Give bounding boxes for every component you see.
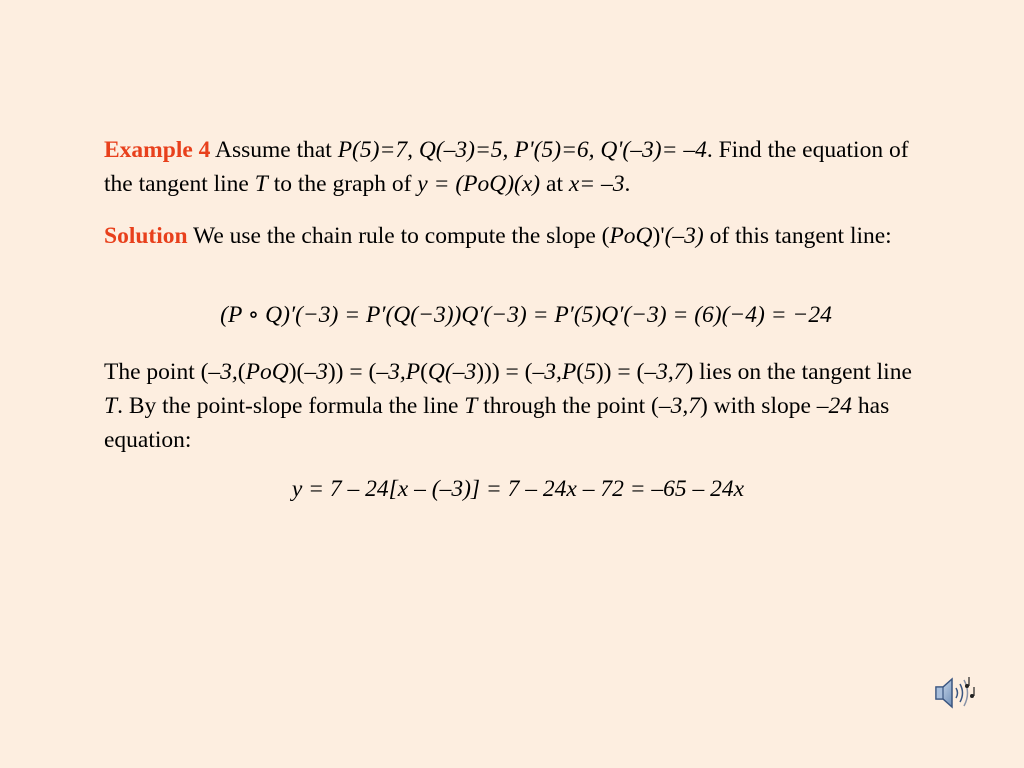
tangent-line-equation: y = 7 – 24[x – (–3)] = 7 – 24x – 72 = –65 – 24x: [291, 476, 745, 502]
example-text: the equation of the tangent line: [104, 137, 909, 197]
example-function: y = (PoQ)(x): [417, 171, 541, 197]
point-math: –24: [816, 393, 853, 419]
point-text: (: [576, 359, 585, 385]
point-text: ) lies on the tangent line: [685, 359, 912, 385]
point-text: ) with slope: [699, 393, 817, 419]
point-paragraph: [104, 355, 924, 457]
example-text: . Find: [706, 137, 762, 163]
solution-math: (–3): [664, 223, 704, 249]
example-given-values: P(5)=7, Q(–3)=5, P'(5)=6, Q'(–3)= –4: [337, 137, 707, 163]
example-text: .: [624, 171, 631, 197]
point-math: PoQ: [245, 359, 289, 385]
point-text: . By the point-slope formula the line: [117, 393, 465, 419]
solution-paragraph: [104, 219, 924, 253]
point-text: (: [237, 359, 246, 385]
point-math: T: [464, 393, 478, 419]
point-text: through the point (: [477, 393, 659, 419]
point-text: has equation:: [104, 393, 890, 453]
chain-rule-equation: (P ∘ Q)′(−3) = P′(Q(−3))Q′(−3) = P′(5)Q′(−3) = (6)(−4) = −24: [220, 302, 832, 328]
example-text: to the graph of: [267, 171, 418, 197]
example-label: Example 4: [104, 137, 211, 163]
point-math: T: [104, 393, 118, 419]
point-math: –3: [304, 359, 328, 385]
example-text: at: [540, 171, 569, 197]
point-text: )) = (: [595, 359, 645, 385]
point-math: 5: [584, 359, 596, 385]
solution-text: of this tangent line:: [703, 223, 892, 249]
point-math: –3,7: [644, 359, 686, 385]
point-math: –3,: [208, 359, 238, 385]
solution-label: Solution: [104, 223, 188, 249]
solution-text: )': [652, 223, 665, 249]
point-math: Q(–3: [427, 359, 477, 385]
point-math: –3,P: [532, 359, 577, 385]
point-text: )) = (: [327, 359, 377, 385]
example-math: T: [254, 171, 268, 197]
point-math: –3,7: [658, 393, 700, 419]
speaker-icon[interactable]: [930, 672, 976, 714]
point-text: (: [420, 359, 428, 385]
point-text: ))) = (: [476, 359, 533, 385]
solution-text: We use the chain rule to compute the slope (: [187, 223, 610, 249]
speaker-icon: [930, 672, 976, 714]
solution-math: PoQ: [609, 223, 653, 249]
point-text: )(: [288, 359, 305, 385]
point-math: –3,P: [376, 359, 421, 385]
example-x-value: x= –3: [568, 171, 625, 197]
example-paragraph: [104, 133, 924, 201]
point-text: The point (: [104, 359, 209, 385]
example-text: Assume that: [210, 137, 338, 163]
